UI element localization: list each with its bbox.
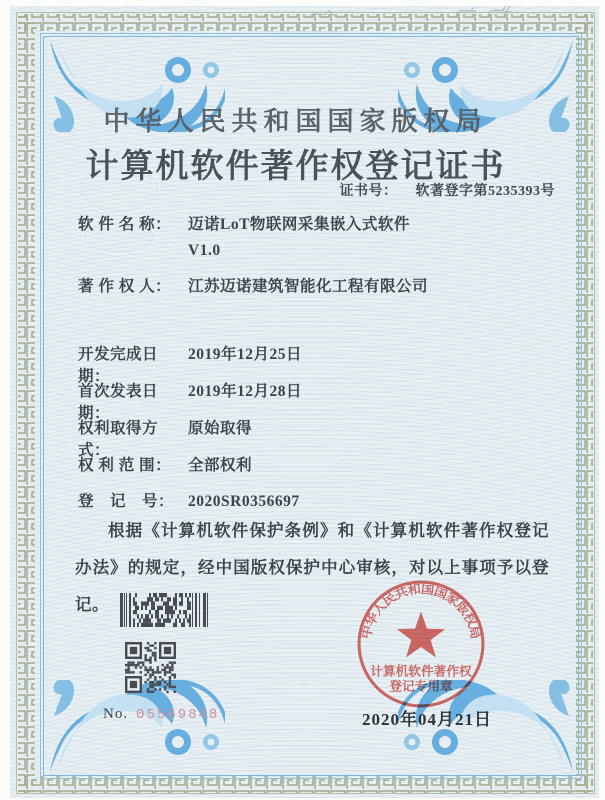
cert-no-label: 证书号：	[339, 184, 398, 199]
cert-no-value: 软著登字第5235393号	[415, 184, 555, 199]
software-version: V1.0	[188, 242, 221, 259]
statement-text: 根据《计算机软件保护条例》和《计算机软件著作权登记办法》的规定，经中国版权保护中心审核，对以上事项予以登记。	[75, 521, 549, 614]
corner-flourish-icon	[48, 680, 226, 772]
certificate-title: 计算机软件著作权登记证书	[85, 149, 506, 185]
seal-ring-text: 中华人民共和国国家版权局	[358, 580, 484, 641]
field-label: 著 作 权 人：	[78, 278, 172, 295]
issuer-name: 中华人民共和国国家版权局	[103, 107, 488, 136]
pencil-mark	[305, 6, 341, 22]
certificate-paper	[10, 6, 599, 798]
field-label: 权利取得方式：	[78, 420, 159, 459]
field-value: 江苏迈诺建筑智能化工程有限公司	[188, 278, 429, 295]
field-copyright-holder	[78, 274, 428, 300]
field-value: 2019年12月28日	[188, 383, 303, 400]
serial-line	[103, 706, 219, 723]
field-software-name	[78, 212, 410, 264]
software-name: 迈诺LoT物联网采集嵌入式软件	[188, 216, 410, 233]
seal-line2: 登记专用章	[389, 679, 453, 694]
barcode	[120, 593, 209, 627]
field-label: 权 利 范 围：	[78, 457, 172, 474]
qr-code	[125, 642, 176, 693]
field-value: 2020SR0356697	[188, 493, 300, 510]
issue-date: 2020年04月21日	[362, 710, 492, 729]
field-label: 软 件 名 称：	[78, 216, 172, 233]
field-label: 开发完成日期：	[78, 346, 159, 385]
field-label: 登 记 号：	[78, 493, 175, 510]
field-rights-scope	[78, 453, 252, 479]
field-value	[188, 212, 410, 264]
field-value: 原始取得	[188, 420, 253, 437]
field-value: 2019年12月25日	[188, 346, 303, 363]
serial-label: No.	[103, 706, 129, 722]
seal-star-icon	[397, 612, 445, 658]
seal-line1: 计算机软件著作权	[370, 664, 472, 679]
certificate-number	[340, 180, 556, 200]
official-seal	[355, 578, 487, 710]
serial-number: 05569848	[136, 707, 220, 723]
field-value: 全部权利	[188, 457, 253, 474]
field-label: 首次发表日期：	[78, 383, 159, 422]
pencil-mark	[450, 6, 522, 19]
